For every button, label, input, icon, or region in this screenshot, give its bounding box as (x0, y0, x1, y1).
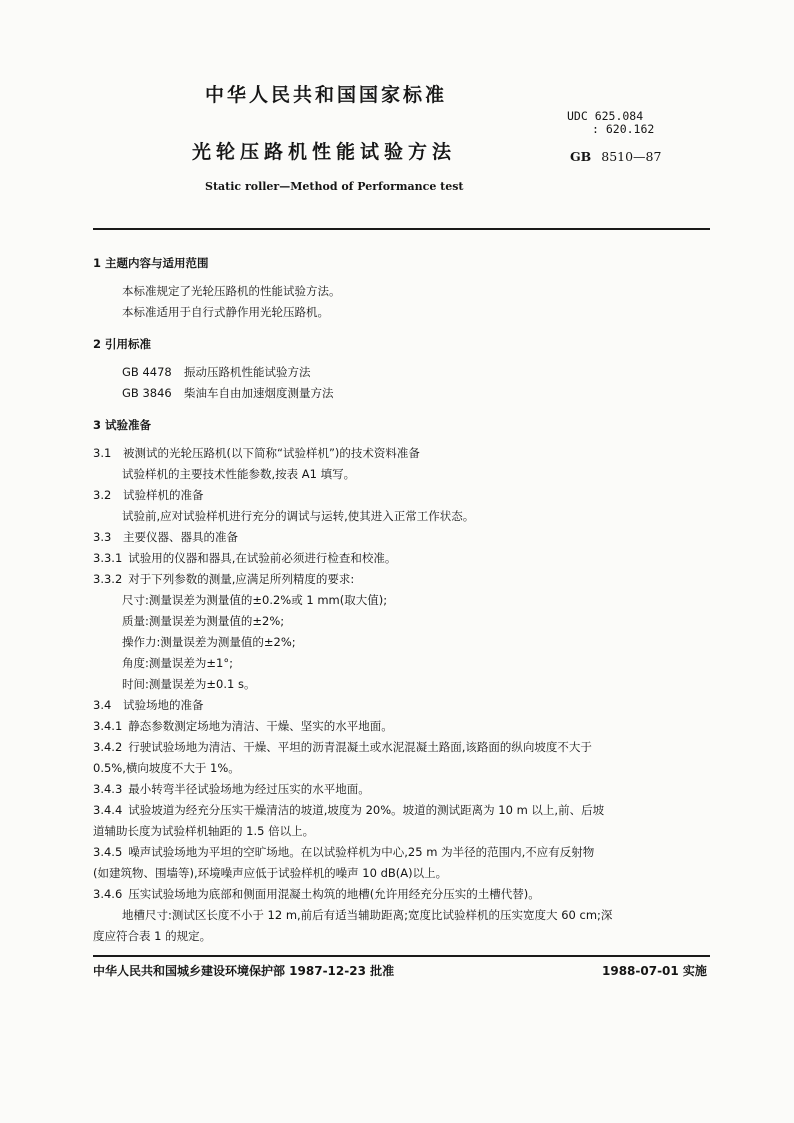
clause-text: 被测试的光轮压路机(以下简称“试验样机”)的技术资料准备 (123, 446, 420, 460)
clause-number: 3.1 (93, 446, 112, 460)
clause-number: 3.4.3 (93, 782, 123, 796)
clause-3-4-6-para: 地槽尺寸:测试区长度不小于 12 m,前后有适当辅助距离;宽度比试验样机的压实宽度大 60 cm;深 (122, 908, 613, 922)
clause-text: 试验样机的准备 (123, 488, 204, 502)
clause-number: 3.2 (93, 488, 112, 502)
english-title: Static roller—Method of Performance test (205, 180, 464, 193)
clause-number: 3.4.5 (93, 845, 123, 859)
section-2-heading: 2 引用标准 (93, 337, 152, 351)
precision-item: 角度:测量误差为±1°; (122, 656, 233, 670)
precision-item: 操作力:测量误差为测量值的±2%; (122, 635, 296, 649)
clause-text: 试验坡道为经充分压实干燥清洁的坡道,坡度为 20%。坡道的测试距离为 10 m 以上,前、后坡 (128, 803, 605, 817)
clause-text: 压实试验场地为底部和侧面用混凝土构筑的地槽(允许用经充分压实的土槽代替)。 (128, 887, 540, 901)
clause-3-1 (93, 443, 720, 464)
clause-3-4-6 (93, 884, 720, 905)
clause-number: 3.4.2 (93, 740, 123, 754)
clause-3-4-5 (93, 842, 720, 863)
clause-3-3 (93, 527, 720, 548)
reference-name: 柴油车自由加速烟度测量方法 (184, 386, 334, 400)
clause-3-4-4-cont: 道辅助长度为试验样机轴距的 1.5 倍以上。 (93, 824, 315, 838)
reference-code: GB 4478 (122, 365, 172, 379)
clause-number: 3.3 (93, 530, 112, 544)
reference-name: 振动压路机性能试验方法 (184, 365, 311, 379)
reference-code: GB 3846 (122, 386, 172, 400)
section-1-para-2: 本标准适用于自行式静作用光轮压路机。 (122, 305, 329, 319)
standard-body-heading: 中华人民共和国国家标准 (205, 84, 448, 106)
clause-3-4-6-cont: 度应符合表 1 的规定。 (93, 929, 212, 943)
section-1-para-1: 本标准规定了光轮压路机的性能试验方法。 (122, 284, 341, 298)
clause-text: 噪声试验场地为平坦的空旷场地。在以试验样机为中心,25 m 为半径的范围内,不应有反射物 (128, 845, 595, 859)
clause-3-4-2 (93, 737, 720, 758)
gb-prefix: GB (570, 149, 592, 164)
section-3-heading: 3 试验准备 (93, 418, 152, 432)
clause-number: 3.3.1 (93, 551, 123, 565)
udc-classification (567, 110, 654, 136)
udc-line-2: : 620.162 (592, 122, 655, 136)
implementation-date: 1988-07-01 实施 (602, 964, 707, 978)
clause-3-4-4 (93, 800, 720, 821)
clause-3-1-body: 试验样机的主要技术性能参数,按表 A1 填写。 (122, 467, 356, 481)
clause-text: 行驶试验场地为清洁、干燥、平坦的沥青混凝土或水泥混凝土路面,该路面的纵向坡度不大于 (128, 740, 592, 754)
precision-item: 时间:测量误差为±0.1 s。 (122, 677, 256, 691)
footer-divider (93, 955, 710, 957)
section-1-heading: 1 主题内容与适用范围 (93, 256, 209, 270)
gb-code: 8510—87 (601, 149, 662, 164)
clause-3-3-1 (93, 548, 720, 569)
clause-number: 3.3.2 (93, 572, 123, 586)
udc-line-1: UDC 625.084 (567, 109, 644, 123)
clause-text: 试验用的仪器和器具,在试验前必须进行检查和校准。 (128, 551, 397, 565)
approval-statement: 中华人民共和国城乡建设环境保护部 1987-12-23 批准 (93, 964, 395, 978)
clause-number: 3.4.1 (93, 719, 123, 733)
precision-item: 尺寸:测量误差为测量值的±0.2%或 1 mm(取大值); (122, 593, 388, 607)
clause-text: 对于下列参数的测量,应满足所列精度的要求: (128, 572, 355, 586)
clause-text: 最小转弯半径试验场地为经过压实的水平地面。 (128, 782, 370, 796)
clause-3-4-2-cont: 0.5%,横向坡度不大于 1%。 (93, 761, 240, 775)
clause-text: 试验场地的准备 (123, 698, 204, 712)
clause-number: 3.4.4 (93, 803, 123, 817)
clause-3-3-2 (93, 569, 720, 590)
clause-text: 主要仪器、器具的准备 (123, 530, 238, 544)
clause-number: 3.4 (93, 698, 112, 712)
reference-item (93, 383, 720, 404)
reference-item (93, 362, 720, 383)
clause-3-4-5-cont: (如建筑物、围墙等),环境噪声应低于试验样机的噪声 10 dB(A)以上。 (93, 866, 448, 880)
document-title: 光轮压路机性能试验方法 (192, 141, 457, 163)
clause-3-2-body: 试验前,应对试验样机进行充分的调试与运转,使其进入正常工作状态。 (122, 509, 475, 523)
clause-3-2 (93, 485, 720, 506)
clause-3-4-3 (93, 779, 720, 800)
clause-3-4-1 (93, 716, 720, 737)
clause-number: 3.4.6 (93, 887, 123, 901)
gb-number (570, 149, 661, 164)
clause-text: 静态参数测定场地为清洁、干燥、坚实的水平地面。 (128, 719, 393, 733)
header-divider (93, 228, 710, 230)
clause-3-4 (93, 695, 720, 716)
document-body (93, 252, 720, 947)
precision-item: 质量:测量误差为测量值的±2%; (122, 614, 285, 628)
